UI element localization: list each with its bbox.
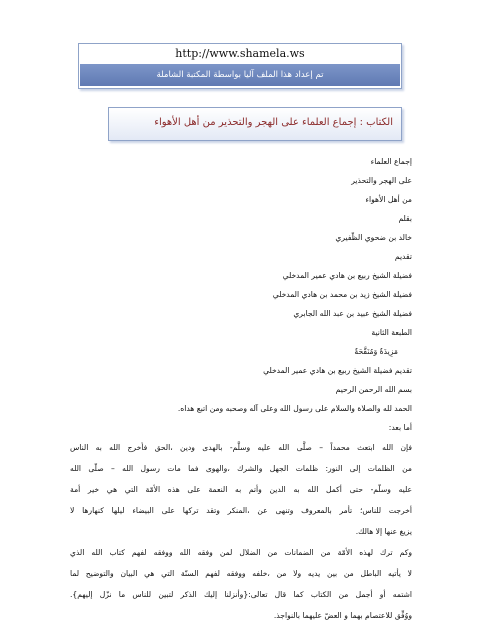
text-line: تقديم فضيلة الشيخ ربيع بن هادي عمير المدخلي xyxy=(263,366,412,375)
paragraph-line: من الظلمات إلى النور: ظلمات الجهل والشرك ،والهوى فما مات رسول الله – صلّى الله xyxy=(70,464,412,473)
document-body xyxy=(70,152,412,626)
text-line: فضيلة الشيخ عبيد بن عبد الله الجابري xyxy=(293,309,412,318)
edition-line: الطبعة الثانية xyxy=(371,328,412,337)
text-line: أما بعد: xyxy=(388,423,412,432)
paragraph-line: لا يأتيه الباطل من بين يديه ولا من ،خلفه ووفقه لفهم السنّة التي هي البيان والتوضيح لما xyxy=(70,569,412,578)
paragraph-line: وكم ترك لهذه الأمّة من الضمانات من الضلال لمن وفقه الله ووفقه لفهم كتاب الله الذي xyxy=(70,548,412,557)
text-line: من أهل الأهواء xyxy=(365,195,412,204)
source-url[interactable]: http://www.shamela.ws xyxy=(175,47,305,60)
book-title-box xyxy=(108,107,402,141)
text-line: فضيلة الشيخ زيد بن محمد بن هادي المدخلي xyxy=(272,290,412,299)
paragraph-line: اشتمه أو أجمل من الكتاب كما قال تعالى:{وأنزلنا إليك الذكر لتبين للناس ما نزّل إليهم}. xyxy=(70,590,412,599)
paragraph-line: عليه وسلّم- حتى أكمل الله به الدين وأتم به النعمة على هذه الأمّة التي هي خير أمة xyxy=(70,485,412,494)
text-line: فضيلة الشيخ ربيع بن هادي عمير المدخلي xyxy=(282,271,412,280)
paragraph-line: فإن الله ابتعث محمداً – صلَّى الله عليه وسلَّم- بالهدى ودين ،الحق فأخرج الله به الناس xyxy=(70,443,412,452)
text-line: الحمد لله والصلاة والسلام على رسول الله وعلى آله وصحبه ومن اتبع هداه. xyxy=(177,404,412,413)
book-title: الكتاب : إجماع العلماء على الهجر والتحذير من أهل الأهواء xyxy=(154,117,393,128)
text-line: على الهجر والتحذير xyxy=(351,176,412,185)
paragraph-line: أخرجت للناس؛ تأمر بالمعروف وتنهى عن ،المنكر وتقد تركها على البيضاء ليلها كنهارها لا xyxy=(70,506,412,515)
text-line: تقديم xyxy=(394,252,412,261)
paragraph-line: ووُفِّق للاعتصام بهما و العضّ عليهما بالنواجذ. xyxy=(273,611,412,620)
text-line: إجماع العلماء xyxy=(370,157,412,166)
paragraph-line: يزيغ عنها إلا هالك. xyxy=(355,527,412,536)
text-line: بقلم xyxy=(398,214,412,223)
author-line: خالد بن ضحوي الظّفيري xyxy=(335,233,412,242)
edition-note: مَزِيدَةٌ وَمُنَقَّحَةٌ xyxy=(354,347,398,356)
source-header xyxy=(78,43,402,89)
library-banner: تم إعداد هذا الملف آليا بواسطة المكتبة الشاملة xyxy=(80,64,400,86)
basmala-line: بسم الله الرحمن الرحيم xyxy=(335,385,412,394)
